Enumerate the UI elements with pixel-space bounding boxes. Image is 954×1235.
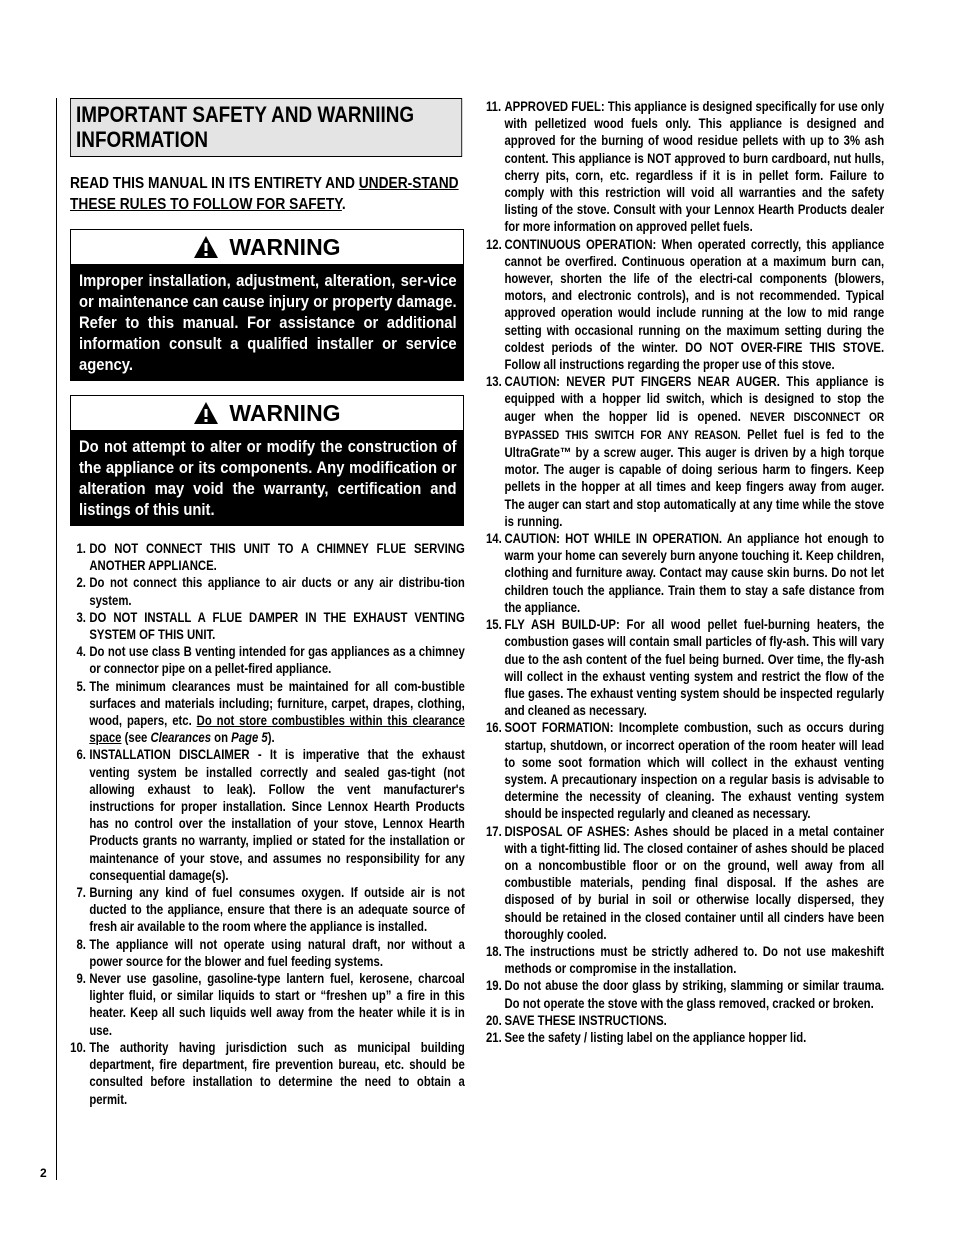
list-item: 11. APPROVED FUEL: This appliance is designed specifically for use only with pelletized wood fuels only. This appliance is designed and approved for the burning of wood residue pellets with up to 3% ash content. This appliance is NOT approved to burn cardboard, nut hulls, cherry pits, corn, etc. regardless if it is in pellet form. Failure to comply with this restriction will void all warranties and the safety listing of the stove. Consult with your Lennox Hearth Products dealer for more information on approved pellet fuels. — [486, 99, 885, 235]
safety-list-right — [486, 98, 884, 1046]
warning-title: WARNING — [229, 233, 341, 260]
list-item: 6. INSTALLATION DISCLAIMER - It is imperative that the exhaust venting system be installed correctly and sealed gas-tight (not allowing exhaust to leak). Follow the vent manufacturer's instructions for proper installation. Since Lennox Hearth Products has no control over the installation of your stove, Lennox Hearth Products grants no warranty, implied or stated for the installation or maintenance of your stove, and assumes no responsibility for any consequential damage(s). — [76, 747, 465, 883]
list-item: 17. DISPOSAL OF ASHES: Ashes should be placed in a metal container with a tight-fitting lid. The closed container of ashes should be placed on a noncombustible floor or on the ground, well away from all combustible materials, pending final disposal. If the ashes are disposed of by burial in soil or otherwise locally dispersed, they should be retained in the closed container until all cinders have been thoroughly cooled. — [486, 823, 885, 942]
warning-triangle-icon — [193, 401, 219, 425]
list-item: 13. CAUTION: NEVER PUT FINGERS NEAR AUGER. This appliance is equipped with a hopper lid switch, which is designed to stop the auger when the hopper lid is opened. NEVER DISCONNECT OR BYPASSED THIS SWITCH FOR ANY REASON. Pellet fuel is fed to the UltraGrate™ by a screw auger. This auger is driven by a high torque motor. The auger is capable of doing serious harm to fingers. Keep pellets in the hopper at all times and keep fingers away from auger. The auger can start and stop automatically at any time while the stove is running. — [486, 374, 885, 529]
warning-box-2 — [70, 395, 464, 526]
warning-box-1 — [70, 229, 464, 381]
list-item: 9. Never use gasoline, gasoline-type lantern fuel, kerosene, charcoal lighter fluid, or similar liquids to start or “freshen up” a fire in this heater. Keep all such liquids well away from the heater while it is in use. — [76, 971, 465, 1038]
warning-header — [71, 396, 463, 430]
list-item: 8. The appliance will not operate using natural draft, nor without a power source for the blower and fuel feeding systems. — [76, 936, 465, 969]
read-manual-notice: READ THIS MANUAL IN ITS ENTIRETY AND UNDER-STAND THESE RULES TO FOLLOW FOR SAFETY. — [70, 175, 459, 213]
warning-title: WARNING — [229, 399, 341, 426]
list-item: 14. CAUTION: HOT WHILE IN OPERATION. An appliance hot enough to warm your home can severely burn anyone touching it. Keep children, clothing and furniture away. Contact may cause skin burns. Do not let children touch the appliance. Train them to stay a safe distance from the appliance. — [486, 531, 885, 615]
warning-text: Improper installation, adjustment, alteration, ser-vice or maintenance can cause injury or property damage. Refer to this manual. For assistance or additional information consult a qualified installer or service agency. — [71, 264, 463, 380]
safety-list-left — [70, 540, 465, 1108]
list-item: 15. FLY ASH BUILD-UP: For all wood pellet fuel-burning heaters, the combustion gases will contain small particles of fly-ash. This will vary due to the ash content of the fuel being burned. Over time, the fly-ash will collect in the exhaust venting system and restrict the flow of the flue gases. The exhaust venting system should be inspected regularly and cleaned as necessary. — [486, 617, 885, 719]
list-item: 19. Do not abuse the door glass by striking, slamming or similar trauma. Do not operate the stove with the glass removed, cracked or broken. — [486, 978, 885, 1011]
list-item: 4. Do not use class B venting intended for gas appliances as a chimney or connector pipe on a pellet-fired appliance. — [76, 644, 465, 677]
list-item: 21. See the safety / listing label on the appliance hopper lid. — [486, 1029, 807, 1045]
right-column — [486, 98, 884, 1046]
section-heading: IMPORTANT SAFETY AND WARNIING INFORMATION — [70, 98, 462, 157]
warning-text: Do not attempt to alter or modify the construction of the appliance or its components. Any modification or alteration may void the warranty, certification and listings of this unit. — [71, 430, 463, 525]
list-item: 20. SAVE THESE INSTRUCTIONS. — [486, 1012, 667, 1028]
page-number: 2 — [40, 1166, 47, 1180]
list-item: 5. The minimum clearances must be maintained for all com-bustible surfaces and materials including; furniture, carpet, drapes, clothing, wood, papers, etc. Do not store combustibles within this clearance space (see Clearances on Page 5). — [76, 678, 465, 746]
list-item: 12. CONTINUOUS OPERATION: When operated correctly, this appliance cannot be overfired. Continuous operation at a maximum burn can, however, shorten the life of the electri-cal components (blowers, motors, and electronic controls), and is not recommended. Typical approved operation would include running at the low to mid range setting with occasional running on the maximum setting during the coldest periods of the winter. DO NOT OVER-FIRE THIS STOVE. Follow all instructions regarding the proper use of this stove. — [486, 236, 885, 373]
left-column — [70, 98, 464, 1108]
list-item: 16. SOOT FORMATION: Incomplete combustion, such as occurs during startup, shutdown, or incorrect operation of the room heater will lead to some soot formation which will collect in the exhaust venting system. A precautionary inspection on a regular basis is advisable to determine the necessity of cleaning. The exhaust venting system should be inspected regularly and cleaned as necessary. — [486, 720, 885, 822]
read-notice-underlined: UNDER-STAND THESE RULES TO FOLLOW FOR SAFETY — [70, 175, 459, 213]
warning-triangle-icon — [193, 235, 219, 259]
warning-header — [71, 230, 463, 264]
list-item: 1. DO NOT CONNECT THIS UNIT TO A CHIMNEY FLUE SERVING ANOTHER APPLIANCE. — [76, 541, 465, 574]
list-item: 10. The authority having jurisdiction such as municipal building department, fire department, fire prevention bureau, etc. should be consulted before installation to determine the need to obtain a permit. — [70, 1039, 465, 1107]
list-item: 18. The instructions must be strictly adhered to. Do not use makeshift methods or compromise in the installation. — [486, 943, 885, 977]
list-item: 7. Burning any kind of fuel consumes oxygen. If outside air is not ducted to the appliance, ensure that there is an adequate source of fresh air available to the room where the appliance is installed. — [76, 885, 465, 935]
list-item: 2. Do not connect this appliance to air ducts or any air distribu-tion system. — [76, 575, 465, 608]
margin-rule — [56, 98, 57, 1180]
list-item: 3. DO NOT INSTALL A FLUE DAMPER IN THE EXHAUST VENTING SYSTEM OF THIS UNIT. — [76, 609, 465, 643]
